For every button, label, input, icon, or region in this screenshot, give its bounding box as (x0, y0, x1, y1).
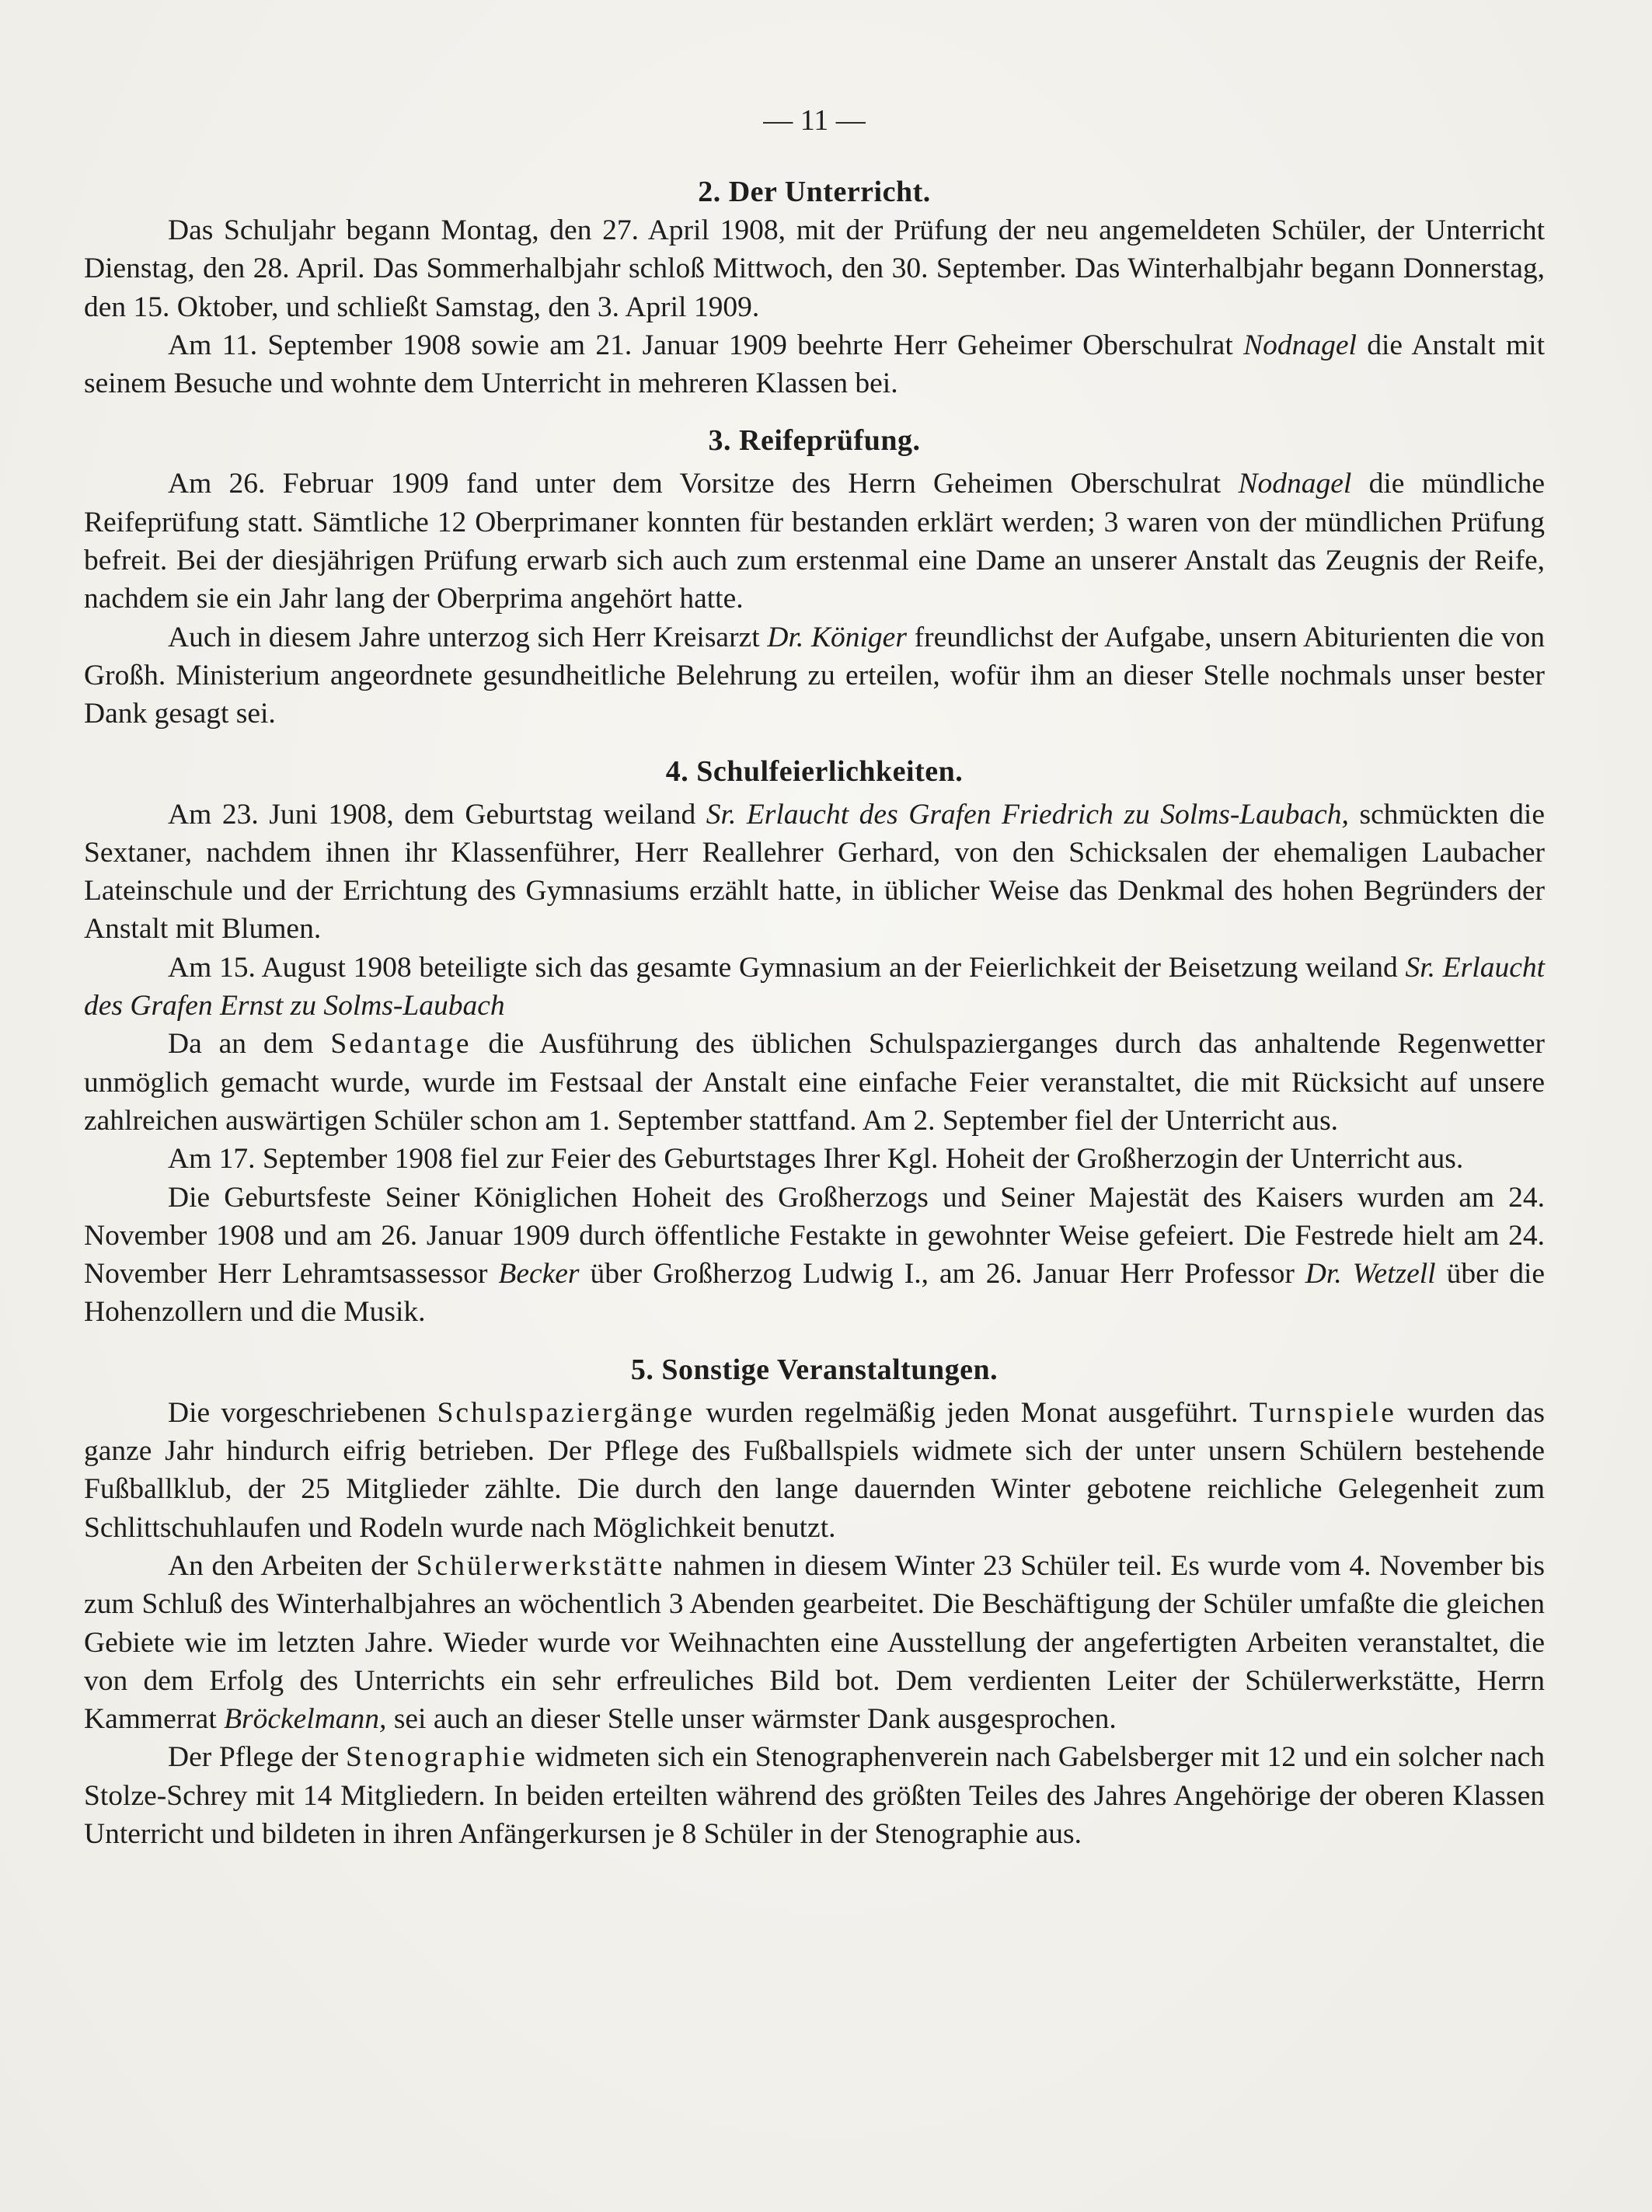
text-run: Die Geburtsfeste Seiner Königlichen Hoheit des Großherzogs und Seiner Majestät des Kaisers wurden am 24. November 1908 und am 26. Januar 1909 durch öffentliche Festakte in gewohnter Weise gefeiert. Die Festrede hielt am 24. November Herr Lehramtsassessor (84, 1181, 1545, 1291)
text-run: wurden das ganze Jahr hindurch eifrig betrieben. Der Pflege des Fußballspiels widmete sich der unter unsern Schülern bestehende Fußballklub, der 25 Mitglieder zählte. Die durch den lange dauernden Winter gebotene reichliche Gelegenheit zum Schlittschuhlaufen und Rodeln wurde nach Möglichkeit benutzt. (84, 1396, 1546, 1544)
section-paragraph (84, 796, 1545, 949)
italic-run: Nodnagel (1238, 468, 1352, 500)
spaced-run: Turnspiele (1249, 1396, 1396, 1429)
text-run: Die vorgeschriebenen (168, 1396, 437, 1429)
spaced-run: Schülerwerkstätte (416, 1549, 665, 1582)
italic-run: Bröckelmann, (224, 1703, 387, 1736)
text-run: Das Schuljahr begann Montag, den 27. April 1908, mit der Prüfung der neu angemeldeten Schüler, der Unterricht Dienstag, den 28. April. Das Sommerhalbjahr schloß Mittwoch, den 30. September. Das Winterhalbjahr begann Donnerstag, den 15. Oktober, und schließt Samstag, den 3. April 1909. (84, 214, 1545, 323)
text-run: nahmen in diesem Winter 23 Schüler teil. Es wurde vom 4. November bis zum Schluß des Winterhalbjahres an wöchentlich 3 Abenden gearbeitet. Die Beschäftigung der Schüler umfaßte die gleichen Gebiete wie im letzten Jahre. Wieder wurde vor Weihnachten eine Ausstellung der angefertigten Arbeiten veranstaltet, die von dem Erfolg des Unterrichts ein sehr erfreuliches Bild bot. Dem verdienten Leiter der Schülerwerkstätte, Herrn Kammerrat (84, 1549, 1545, 1736)
text-run: Am 15. August 1908 beteiligte sich das gesamte Gymnasium an der Feierlichkeit der Beisetzung weiland (168, 951, 1406, 984)
section-paragraph (84, 465, 1545, 618)
section-paragraph (84, 211, 1545, 326)
text-run: freundlichst der Aufgabe, unsern Abiturienten die von Großh. Ministerium angeordnete gesundheitliche Belehrung zu erteilen, wofür ihm an dieser Stelle nochmals unser bester Dank gesagt sei. (84, 621, 1545, 730)
text-run: die mündliche Reifeprüfung statt. Sämtliche 12 Oberprimaner konnten für bestanden erklärt werden; 3 waren von der mündlichen Prüfung befreit. Bei der diesjährigen Prüfung erwarb sich auch zum erstenmal eine Dame an unserer Anstalt das Zeugnis der Reife, nachdem sie ein Jahr lang der Oberprima angehört hatte. (84, 468, 1546, 615)
text-run: Da an dem (168, 1028, 331, 1061)
section-paragraph (84, 1547, 1545, 1738)
text-run: sei auch an dieser Stelle unser wärmster Dank ausgesprochen. (386, 1703, 1117, 1736)
text-run: über Großherzog Ludwig I., am 26. Januar Herr Professor (579, 1258, 1305, 1291)
italic-run: Becker (498, 1258, 580, 1291)
page-content (84, 101, 1545, 1853)
spaced-run: Schulspaziergänge (437, 1396, 695, 1429)
section-heading: 3. Reifeprüfung. (708, 424, 921, 458)
spaced-run: Sedantage (330, 1028, 472, 1061)
text-run: über die Hohenzollern und die Musik. (84, 1258, 1546, 1329)
text-run: schmückten die Sextaner, nachdem ihnen ihr Klassenführer, Herr Reallehrer Gerhard, von den Schicksalen der ehemaligen Laubacher Lateinschule und der Errichtung des Gymnasiums erzählt hatte, in üblicher Weise das Denkmal des hohen Begründers der Anstalt mit Blumen. (84, 798, 1545, 946)
section-heading: 4. Schulfeierlichkeiten. (665, 754, 964, 788)
italic-run: Dr. Königer (767, 621, 907, 653)
italic-run: Sr. Erlaucht des Grafen Ernst zu Solms-Laubach (84, 951, 1546, 1022)
text-run: die Anstalt mit seinem Besuche und wohnte dem Unterricht in mehreren Klassen bei. (84, 329, 1545, 400)
text-run: Am 11. September 1908 sowie am 21. Januar 1909 beehrte Herr Geheimer Oberschulrat (168, 329, 1244, 361)
section-heading: 2. Der Unterricht. (698, 176, 931, 208)
text-run: widmeten sich ein Stenographenverein nach Gabelsberger mit 12 und ein solcher nach Stolze-Schrey mit 14 Mitgliedern. In beiden erteilten während des größten Teiles des Jahres Angehörige der oberen Klassen Unterricht und bildeten in ihren Anfängerkursen je 8 Schüler in der Stenographie aus. (84, 1741, 1545, 1850)
section-paragraph (84, 1179, 1545, 1332)
text-run: Am 26. Februar 1909 fand unter dem Vorsitze des Herrn Geheimen Oberschulrat (168, 468, 1239, 500)
sections-container (84, 172, 1545, 1853)
section-paragraph (84, 618, 1545, 733)
section-paragraph (84, 949, 1545, 1026)
section-paragraph (84, 1738, 1545, 1853)
text-run: Der Pflege der (168, 1741, 347, 1774)
text-run: Am 17. September 1908 fiel zur Feier des Geburtstages Ihrer Kgl. Hoheit der Großherzogin der Unterricht aus. (168, 1143, 1464, 1176)
section-paragraph (84, 1394, 1545, 1547)
section-paragraph (84, 1025, 1545, 1140)
page-number: — 11 — (763, 104, 866, 137)
italic-run: Dr. Wetzell (1305, 1258, 1436, 1291)
text-run: An den Arbeiten der (168, 1549, 416, 1582)
section-paragraph (84, 326, 1545, 403)
text-run: wurden regelmäßig jeden Monat ausgeführt. (695, 1396, 1249, 1429)
italic-run: Sr. Erlaucht des Grafen Friedrich zu Solms-Laubach, (706, 798, 1349, 831)
section-paragraph (84, 1140, 1545, 1178)
text-run: Am 23. Juni 1908, dem Geburtstag weiland (168, 798, 706, 831)
spaced-run: Stenographie (346, 1741, 528, 1774)
italic-run: Nodnagel (1243, 329, 1357, 361)
section-heading: 5. Sonstige Veranstaltungen. (630, 1353, 999, 1386)
text-run: Auch in diesem Jahre unterzog sich Herr Kreisarzt (168, 621, 768, 653)
text-run: die Ausführung des üblichen Schulspazierganges durch das anhaltende Regenwetter unmöglich gemacht wurde, wurde im Festsaal der Anstalt eine einfache Feier veranstaltet, die mit Rücksicht auf unsere zahlreichen auswärtigen Schüler schon am 1. September stattfand. Am 2. September fiel der Unterricht aus. (84, 1028, 1545, 1137)
